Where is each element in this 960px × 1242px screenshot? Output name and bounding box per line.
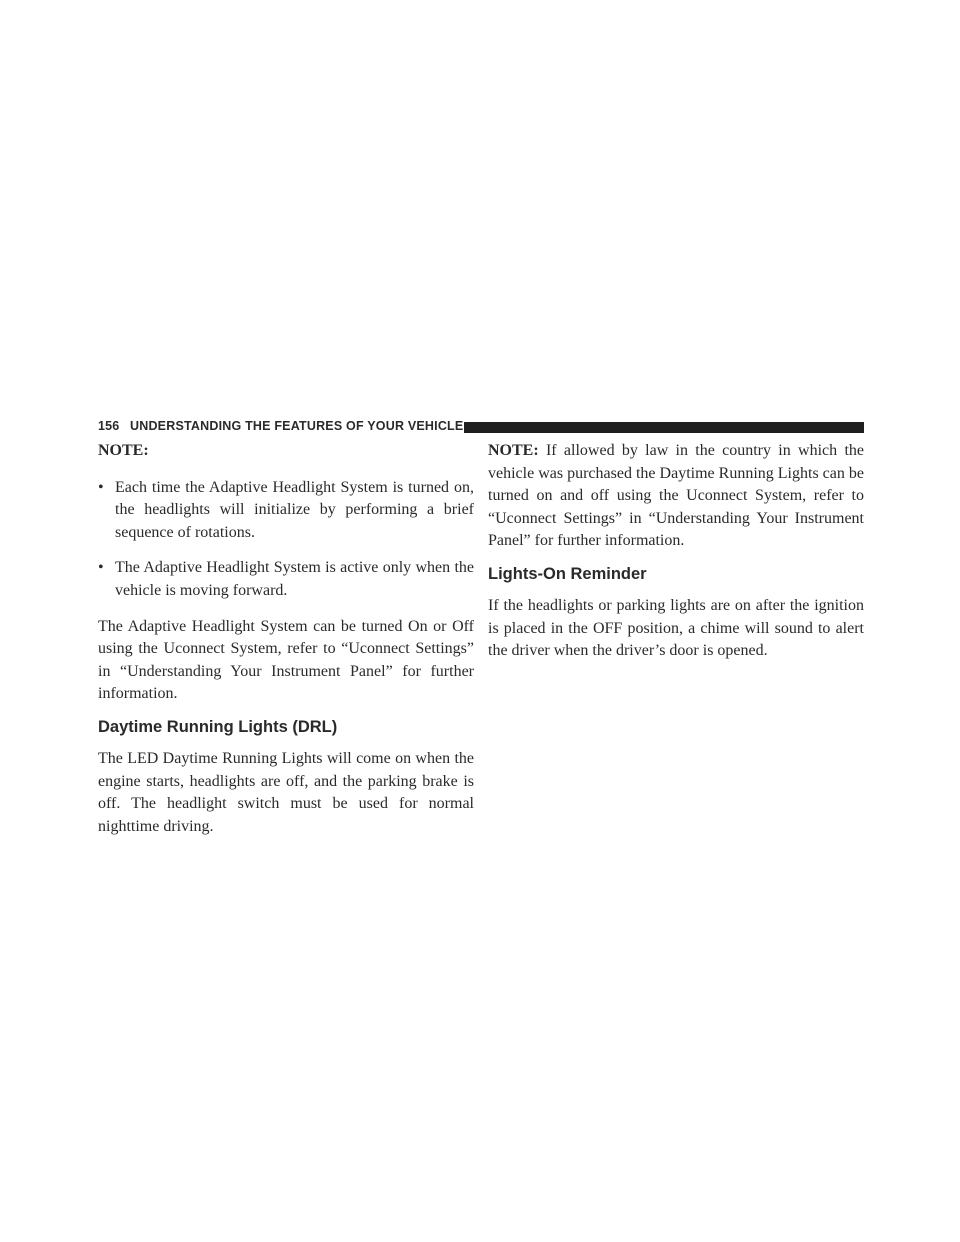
- page-number: 156: [98, 419, 120, 433]
- bullet-icon: •: [98, 478, 104, 496]
- note-paragraph: [488, 440, 864, 553]
- paragraph-drl: The LED Daytime Running Lights will come on when the engine starts, headlights are off, and the parking brake is off. The headlight switch must be used for normal nighttime driving.: [98, 749, 474, 835]
- list-item-text: The Adaptive Headlight System is active only when the vehicle is moving forward.: [115, 559, 474, 599]
- note-text: If allowed by law in the country in which the vehicle was purchased the Daytime Running Lights can be turned on and off using the Uconnect System, refer to “Uconnect Settings” in “Understanding Your Instrument Panel” for further information.: [488, 442, 864, 550]
- list-item: [98, 557, 474, 602]
- paragraph-lights-on-reminder: If the headlights or parking lights are on after the ignition is placed in the OFF position, a chime will sound to alert the driver when the driver’s door is opened.: [488, 596, 864, 660]
- list-item: [98, 477, 474, 545]
- section-title: UNDERSTANDING THE FEATURES OF YOUR VEHICLE: [130, 419, 464, 433]
- bullet-icon: •: [98, 559, 104, 577]
- header-rule: [464, 422, 864, 433]
- list-item-text: Each time the Adaptive Headlight System is turned on, the headlights will initialize by performing a brief sequence of rotations.: [115, 478, 474, 541]
- page-header: [98, 418, 864, 436]
- left-column: [98, 440, 474, 848]
- heading-drl: Daytime Running Lights (DRL): [98, 717, 338, 736]
- paragraph-adaptive-headlight: The Adaptive Headlight System can be turned On or Off using the Uconnect System, refer to “Uconnect Settings” in “Understanding Your Instrument Panel” for further information.: [98, 617, 474, 703]
- note-label: NOTE:: [98, 442, 149, 459]
- right-column: [488, 440, 864, 673]
- note-label: NOTE:: [488, 442, 539, 459]
- heading-lights-on-reminder: Lights-On Reminder: [488, 564, 647, 583]
